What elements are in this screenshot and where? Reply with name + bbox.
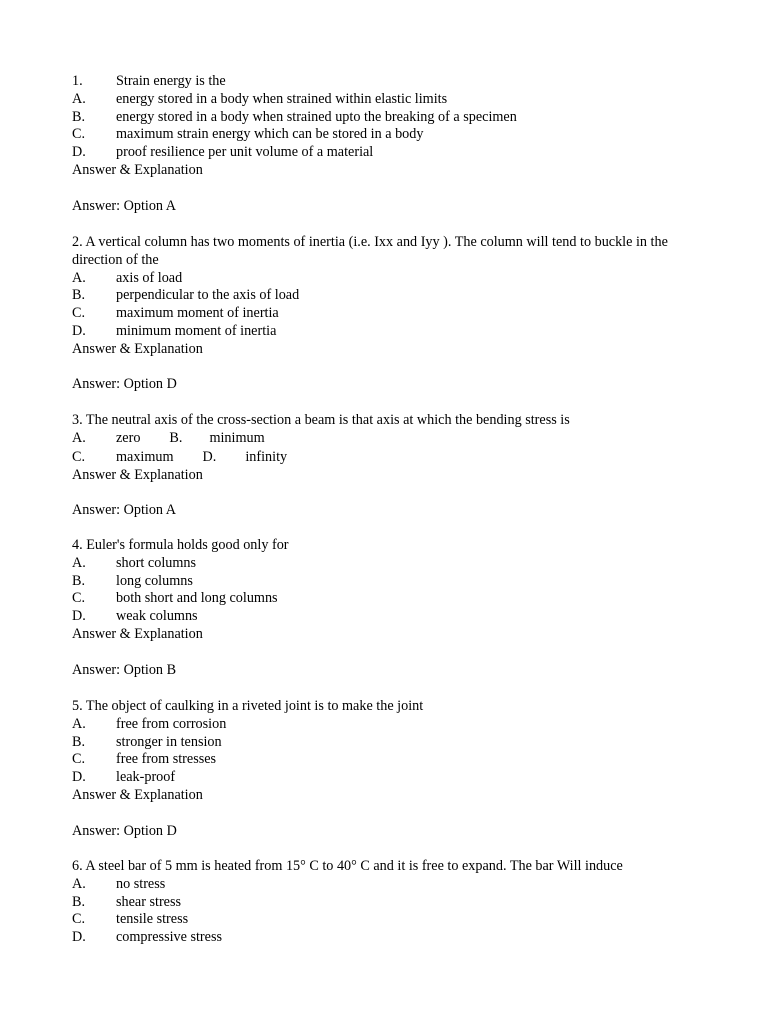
answer-line: Answer: Option D	[72, 376, 177, 393]
option-b	[72, 109, 692, 127]
answer-line: Answer: Option A	[72, 197, 177, 214]
option-c	[72, 590, 692, 608]
option-letter: A.	[72, 554, 86, 571]
question-stem	[72, 73, 692, 91]
option-text: infinity	[245, 448, 288, 465]
spacer	[72, 180, 692, 198]
option-text: no stress	[116, 875, 166, 892]
option-c	[72, 911, 692, 929]
option-c	[72, 305, 692, 323]
option-text: maximum moment of inertia	[116, 305, 279, 322]
question-1	[72, 73, 692, 215]
option-letter: C.	[72, 911, 86, 928]
option-text: perpendicular to the axis of load	[116, 287, 300, 304]
option-letter: B.	[72, 287, 86, 304]
option-b	[72, 734, 692, 752]
option-letter: C.	[72, 305, 86, 322]
option-text: tensile stress	[116, 911, 189, 928]
option-letter: B.	[72, 572, 86, 589]
option-text: short columns	[116, 554, 196, 571]
option-a	[72, 716, 692, 734]
question-stem-text: Strain energy is the	[116, 73, 226, 89]
option-text: weak columns	[116, 608, 198, 625]
question-2	[72, 234, 692, 394]
option-text: free from corrosion	[116, 715, 227, 732]
option-d	[72, 929, 692, 947]
option-letter: B.	[169, 429, 183, 446]
spacer	[72, 805, 692, 823]
option-text: stronger in tension	[116, 733, 222, 750]
option-letter: A.	[72, 429, 86, 446]
option-letter: A.	[72, 875, 86, 892]
option-text: minimum	[209, 429, 265, 446]
question-4	[72, 537, 692, 679]
question-stem: 4. Euler's formula holds good only for	[72, 537, 289, 553]
option-text: leak-proof	[116, 769, 176, 786]
option-letter: C.	[72, 751, 86, 768]
option-letter: D.	[72, 322, 86, 339]
option-text: energy stored in a body when strained within elastic limits	[116, 90, 448, 107]
question-5	[72, 698, 692, 840]
option-text: shear stress	[116, 893, 182, 910]
answer-line: Answer: Option B	[72, 661, 177, 678]
answer-explanation-label: Answer & Explanation	[72, 625, 203, 642]
option-c	[72, 126, 692, 144]
answer-explanation-label: Answer & Explanation	[72, 161, 203, 178]
option-letter: B.	[72, 893, 86, 910]
question-stem: 5. The object of caulking in a riveted joint is to make the joint	[72, 698, 424, 714]
options-row-2	[72, 448, 692, 467]
option-text: both short and long columns	[116, 590, 278, 607]
option-letter: D.	[202, 448, 217, 465]
option-d	[72, 608, 692, 626]
spacer	[72, 359, 692, 377]
answer-explanation-label: Answer & Explanation	[72, 466, 203, 483]
option-a	[72, 91, 692, 109]
option-letter: A.	[72, 715, 86, 732]
spacer	[72, 484, 692, 502]
option-letter: C.	[72, 448, 86, 465]
option-text: minimum moment of inertia	[116, 322, 277, 339]
answer-explanation-label: Answer & Explanation	[72, 786, 203, 803]
option-b	[72, 894, 692, 912]
answer-line: Answer: Option D	[72, 822, 177, 839]
option-d	[72, 769, 692, 787]
option-d	[72, 144, 692, 162]
answer-explanation-label: Answer & Explanation	[72, 340, 203, 357]
option-letter: B.	[72, 108, 86, 125]
option-a	[72, 555, 692, 573]
question-stem: 2. A vertical column has two moments of inertia (i.e. Ixx and Iyy ). The column will tend to buckle in the direction of the	[72, 234, 668, 268]
option-b	[72, 287, 692, 305]
answer-line: Answer: Option A	[72, 502, 177, 519]
option-letter: D.	[72, 144, 86, 161]
question-3	[72, 412, 692, 520]
option-letter: D.	[72, 769, 86, 786]
option-text: energy stored in a body when strained upto the breaking of a specimen	[116, 108, 517, 125]
option-letter: C.	[72, 590, 86, 607]
option-d	[72, 323, 692, 341]
option-letter: D.	[72, 929, 86, 946]
question-6	[72, 858, 692, 947]
options-row-1	[72, 430, 692, 448]
option-a	[72, 270, 692, 288]
option-b	[72, 573, 692, 591]
option-letter: D.	[72, 608, 86, 625]
option-letter: B.	[72, 733, 86, 750]
option-text: compressive stress	[116, 929, 222, 946]
option-text: free from stresses	[116, 751, 217, 768]
option-text: zero	[116, 429, 141, 446]
option-letter: C.	[72, 126, 86, 143]
option-c	[72, 751, 692, 769]
option-text: maximum strain energy which can be stored in a body	[116, 126, 424, 143]
option-letter: A.	[72, 269, 86, 286]
question-stem: 6. A steel bar of 5 mm is heated from 15° C to 40° C and it is free to expand. The bar Will induce	[72, 858, 623, 874]
question-stem: 3. The neutral axis of the cross-section a beam is that axis at which the bending stress is	[72, 412, 570, 428]
option-letter: A.	[72, 90, 86, 107]
option-a	[72, 876, 692, 894]
spacer	[72, 644, 692, 662]
option-text: axis of load	[116, 269, 183, 286]
option-text: maximum	[116, 448, 174, 465]
option-text: long columns	[116, 572, 193, 589]
option-text: proof resilience per unit volume of a material	[116, 144, 374, 161]
question-number: 1.	[72, 73, 83, 89]
